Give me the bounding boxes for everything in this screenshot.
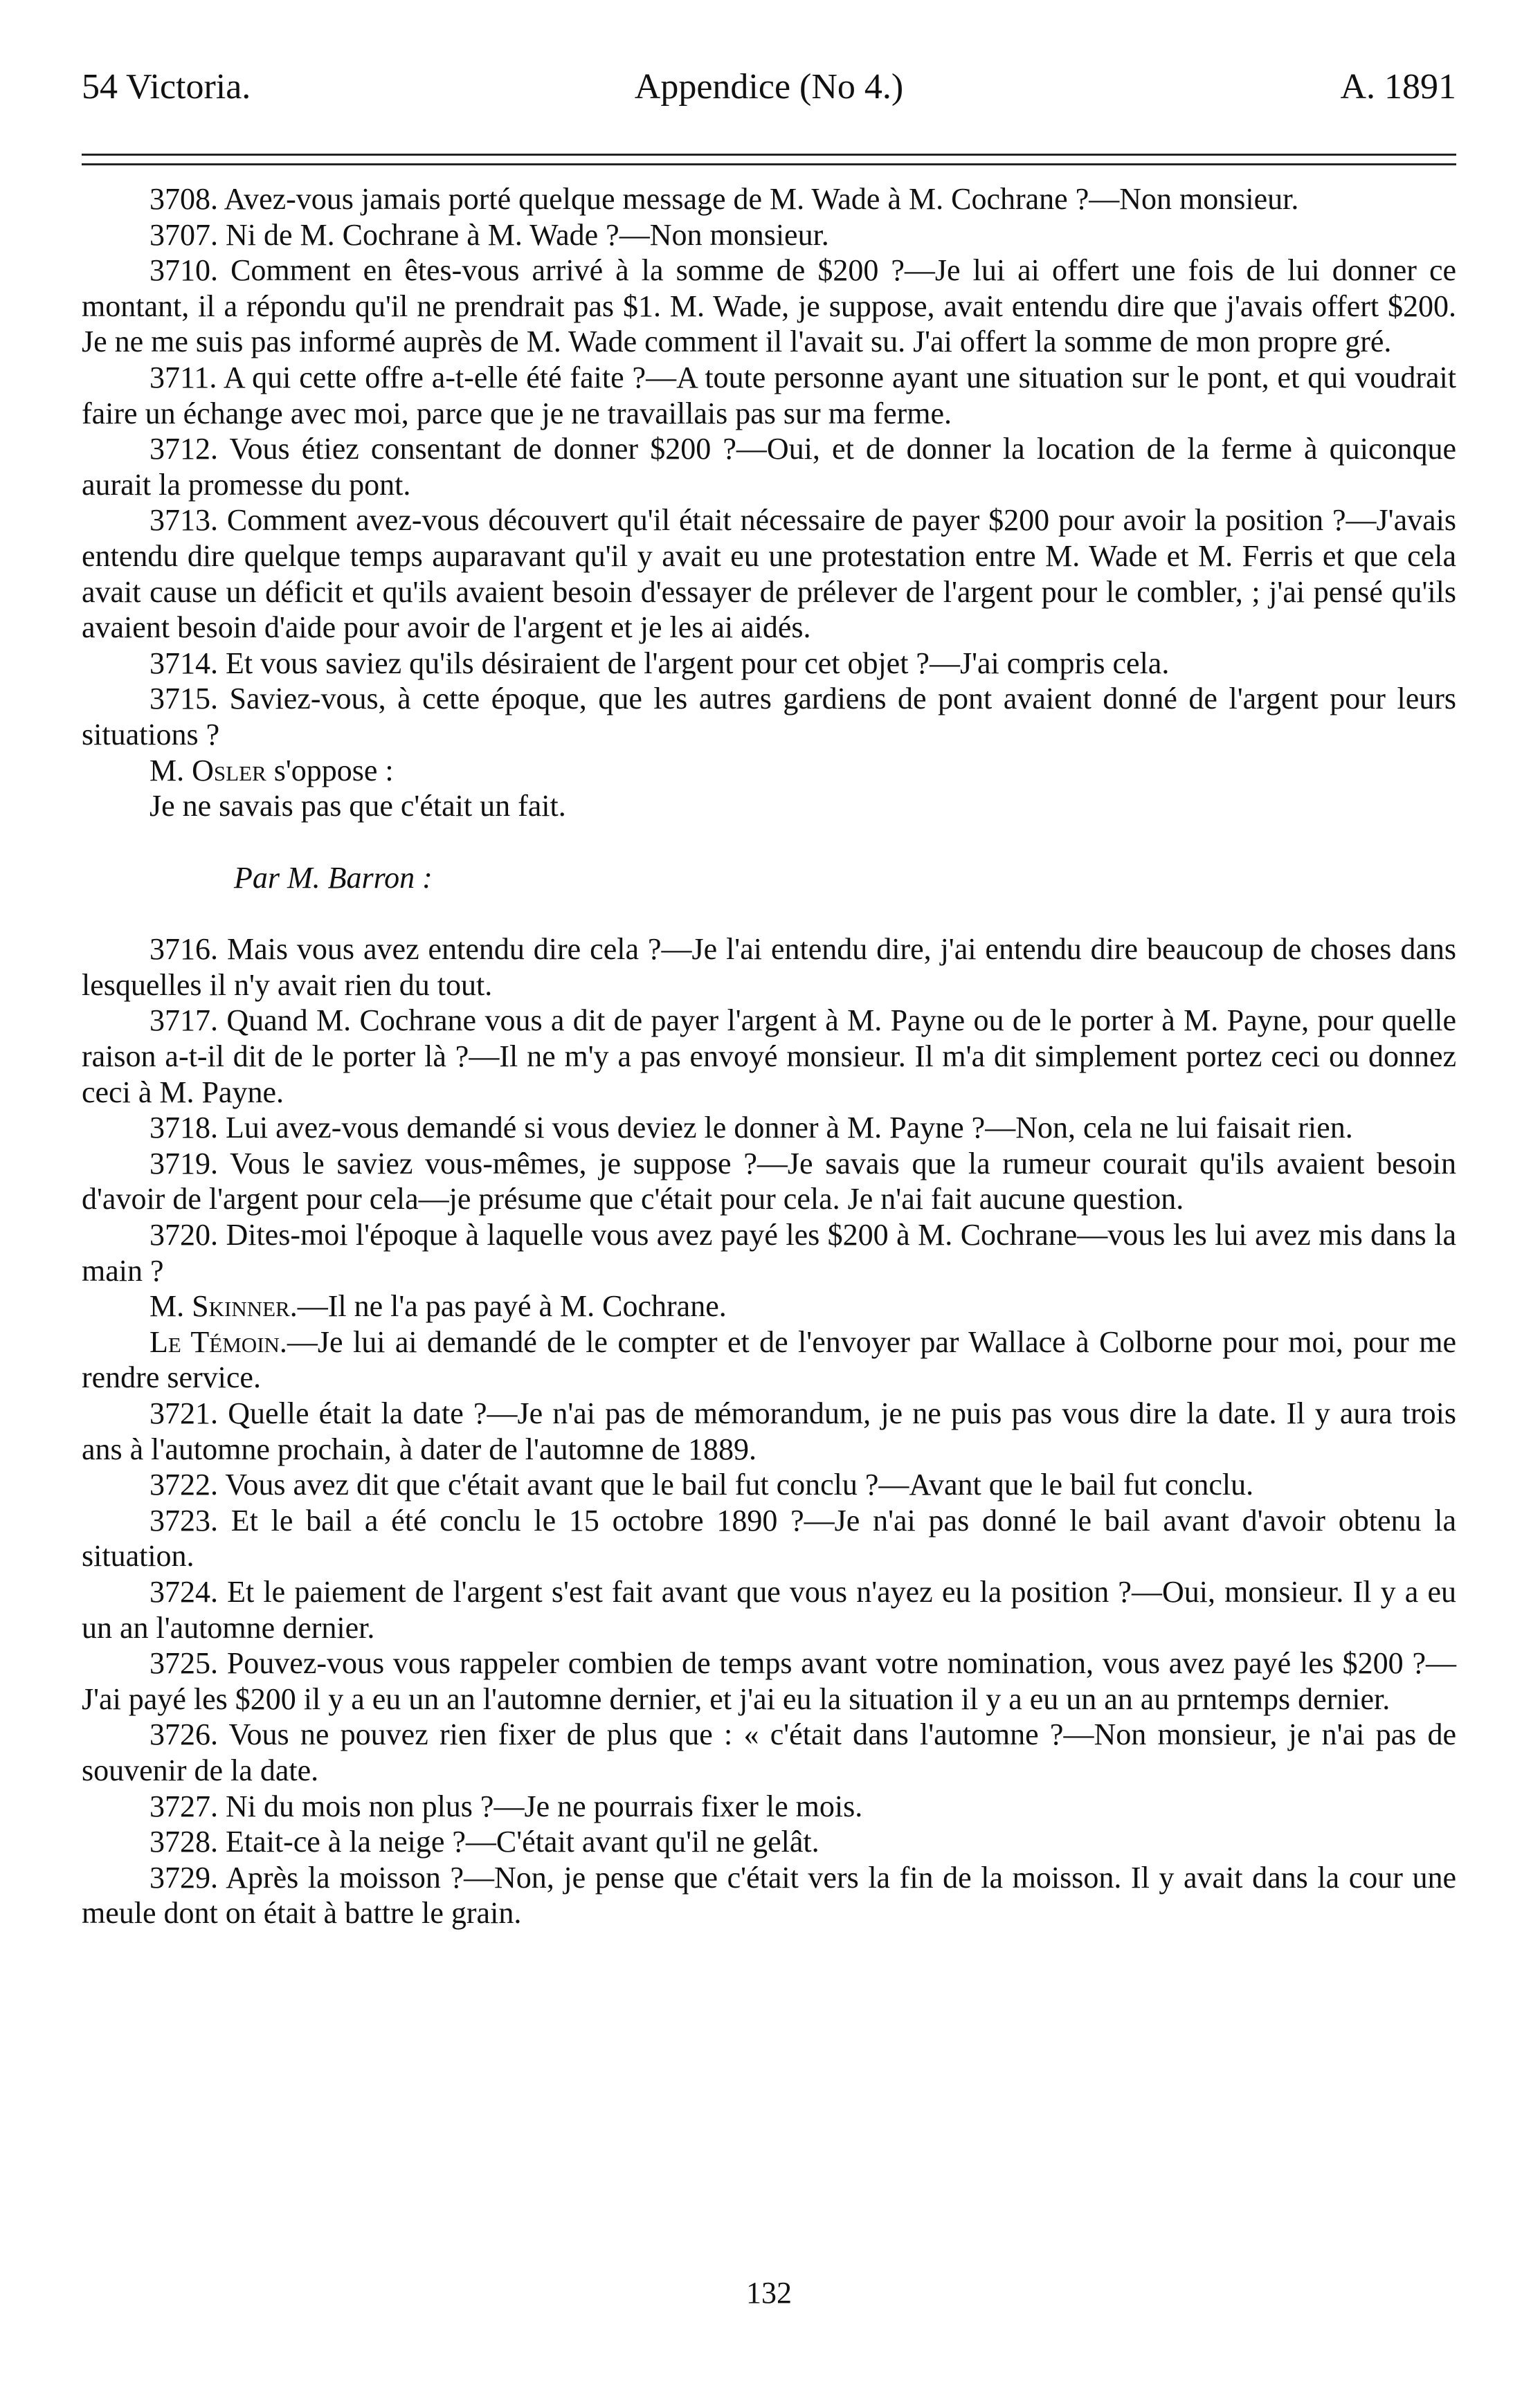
- testimony-paragraph: [82, 1110, 1456, 1146]
- paragraph-text: Et vous saviez qu'ils désiraient de l'argent pour cet objet ?—J'ai compris cela.: [226, 646, 1170, 680]
- question-number: 3712.: [150, 432, 218, 466]
- paragraph-text: Pouvez-vous vous rappeler combien de temps avant votre nomination, vous avez payé les $200 ?—J'ai payé les $200 il y a eu un an l'automne dernier, et j'ai eu la situation il y a eu un an au prntemps dernier.: [82, 1646, 1457, 1716]
- testimony-paragraph: [82, 360, 1456, 431]
- question-number: 3708.: [150, 182, 218, 216]
- interjection-text: —Je lui ai demandé de le compter et de l'envoyer par Wallace à Colborne pour moi, pour me rendre service.: [82, 1324, 1456, 1395]
- question-number: 3729.: [150, 1860, 218, 1895]
- testimony-paragraph: [82, 1717, 1456, 1788]
- testimony-paragraph: [82, 1396, 1456, 1467]
- question-number: 3721.: [150, 1396, 218, 1430]
- question-number: 3726.: [150, 1717, 218, 1752]
- header-rule-bottom: [82, 163, 1456, 165]
- question-number: 3719.: [150, 1146, 218, 1180]
- paragraph-text: Après la moisson ?—Non, je pense que c'était vers la fin de la moisson. Il y avait dans la cour une meule dont on était à battre le grain.: [82, 1860, 1456, 1931]
- question-number: 3728.: [150, 1825, 218, 1859]
- question-number: 3722.: [150, 1468, 218, 1502]
- testimony-paragraph: [82, 1789, 1456, 1825]
- testimony-paragraph: [82, 1217, 1456, 1288]
- paragraph-text: Etait-ce à la neige ?—C'était avant qu'il ne gelât.: [226, 1825, 819, 1859]
- paragraph-text: Ni de M. Cochrane à M. Wade ?—Non monsieur.: [226, 217, 829, 252]
- running-header: [82, 66, 1456, 122]
- document-page: [82, 0, 1456, 2408]
- question-number: 3707.: [150, 217, 218, 252]
- paragraph-text: Vous avez dit que c'était avant que le bail fut conclu ?—Avant que le bail fut conclu.: [225, 1468, 1254, 1502]
- question-number: 3713.: [150, 503, 218, 538]
- interjection-speaker: M. Skinner.: [150, 1289, 298, 1324]
- question-number: 3711.: [150, 360, 217, 394]
- testimony-paragraph: [82, 1574, 1456, 1645]
- question-number: 3718.: [150, 1111, 218, 1145]
- testimony-paragraph: [82, 646, 1456, 682]
- question-number: 3710.: [150, 253, 218, 288]
- paragraph-text: Et le paiement de l'argent s'est fait avant que vous n'ayez eu la position ?—Oui, monsieur. Il y a eu un an l'automne dernier.: [82, 1574, 1457, 1645]
- question-number: 3715.: [150, 682, 218, 716]
- testimony-paragraph: [82, 1503, 1456, 1574]
- testimony-paragraph: [82, 431, 1456, 502]
- testimony-paragraph: [82, 1645, 1456, 1717]
- paragraph-text: Quelle était la date ?—Je n'ai pas de mémorandum, je ne puis pas vous dire la date. Il y aura trois ans à l'automne prochain, à dater de l'automne de 1889.: [82, 1396, 1456, 1466]
- page-number: 132: [746, 2276, 792, 2310]
- paragraph-text: Avez-vous jamais porté quelque message de M. Wade à M. Cochrane ?—Non monsieur.: [224, 182, 1299, 216]
- testimony-body: [82, 181, 1456, 1931]
- testimony-paragraph: [82, 1467, 1456, 1503]
- question-number: 3723.: [150, 1503, 218, 1538]
- paragraph-text: Comment en êtes-vous arrivé à la somme de $200 ?—Je lui ai offert une fois de lui donner ce montant, il a répondu qu'il ne prendrait pas $1. M. Wade, je suppose, avait entendu dire que j'avais offert $200. Je ne me suis pas informé auprès de M. Wade comment il l'avait su. J'ai offert la somme de mon propre gré.: [82, 253, 1456, 359]
- objection-verb: s'oppose :: [273, 753, 394, 787]
- interjection-witness: [82, 1324, 1456, 1396]
- paragraph-text: Comment avez-vous découvert qu'il était nécessaire de payer $200 pour avoir la position ?—J'avais entendu dire quelque temps auparavant qu'il y avait eu une protestation entre M. Wade et M. Ferris et que cela avait cause un déficit et qu'ils avaient besoin d'essayer de prélever de l'argent pour le combler, ; j'ai pensé qu'ils avaient besoin d'aide pour avoir de l'argent et je les ai aidés.: [82, 503, 1457, 645]
- paragraph-text: Vous le saviez vous-mêmes, je suppose ?—Je savais que la rumeur courait qu'ils avaient besoin d'avoir de l'argent pour cela—je présume que c'était pour cela. Je n'ai fait aucune question.: [82, 1146, 1456, 1216]
- question-number: 3724.: [150, 1574, 218, 1609]
- paragraph-text: Vous étiez consentant de donner $200 ?—Oui, et de donner la location de la ferme à quiconque aurait la promesse du pont.: [82, 432, 1456, 502]
- testimony-paragraph: [82, 681, 1456, 752]
- testimony-paragraph: [82, 217, 1456, 253]
- paragraph-text: A qui cette offre a-t-elle été faite ?—A toute personne ayant une situation sur le pont, et qui voudrait faire un échange avec moi, parce que je ne travaillais pas sur ma ferme.: [82, 360, 1456, 430]
- question-number: 3725.: [150, 1646, 218, 1681]
- question-number: 3720.: [150, 1218, 218, 1252]
- question-number: 3716.: [150, 932, 218, 967]
- question-number: 3714.: [150, 646, 218, 680]
- section-heading: Par M. Barron :: [234, 860, 433, 895]
- paragraph-text: Et le bail a été conclu le 15 octobre 1890 ?—Je n'ai pas donné le bail avant d'avoir obtenu la situation.: [82, 1503, 1456, 1574]
- objection-speaker: M. Osler: [150, 753, 266, 787]
- paragraph-text: Saviez-vous, à cette époque, que les autres gardiens de pont avaient donné de l'argent pour leurs situations ?: [82, 682, 1457, 751]
- interjection-skinner: [82, 1288, 1456, 1324]
- testimony-paragraph: [82, 1860, 1456, 1931]
- testimony-paragraph: [82, 1003, 1456, 1110]
- paragraph-text: Ni du mois non plus ?—Je ne pourrais fixer le mois.: [226, 1789, 863, 1823]
- question-number: 3727.: [150, 1789, 218, 1823]
- header-appendix: Appendice (No 4.): [634, 67, 904, 107]
- testimony-paragraph: [82, 502, 1456, 645]
- interjection-speaker: Le Témoin.: [150, 1324, 287, 1359]
- testimony-paragraph: [82, 931, 1456, 1003]
- interjection-text: —Il ne l'a pas payé à M. Cochrane.: [297, 1289, 727, 1324]
- objection-remark: Je ne savais pas que c'était un fait.: [150, 789, 566, 823]
- testimony-paragraph: [82, 181, 1456, 217]
- objection-line: [82, 753, 1456, 789]
- paragraph-text: Vous ne pouvez rien fixer de plus que : « c'était dans l'automne ?—Non monsieur, je n'ai pas de souvenir de la date.: [82, 1717, 1456, 1787]
- testimony-paragraph: [82, 1146, 1456, 1217]
- paragraph-text: Lui avez-vous demandé si vous deviez le donner à M. Payne ?—Non, cela ne lui faisait rien.: [226, 1111, 1353, 1145]
- question-number: 3717.: [150, 1003, 218, 1038]
- testimony-paragraph: [82, 253, 1456, 360]
- paragraph-text: Mais vous avez entendu dire cela ?—Je l'ai entendu dire, j'ai entendu dire beaucoup de choses dans lesquelles il n'y avait rien du tout.: [82, 932, 1456, 1002]
- header-session: 54 Victoria.: [82, 67, 251, 107]
- testimony-paragraph: [82, 1824, 1456, 1860]
- header-year: A. 1891: [1340, 67, 1456, 107]
- header-rule-top: [82, 154, 1456, 156]
- paragraph-text: Quand M. Cochrane vous a dit de payer l'argent à M. Payne ou de le porter à M. Payne, pour quelle raison a-t-il dit de le porter là ?—Il ne m'y a pas envoyé monsieur. Il m'a dit simplement portez ceci ou donnez ceci à M. Payne.: [82, 1003, 1457, 1109]
- paragraph-text: Dites-moi l'époque à laquelle vous avez payé les $200 à M. Cochrane—vous les lui avez mis dans la main ?: [82, 1218, 1456, 1288]
